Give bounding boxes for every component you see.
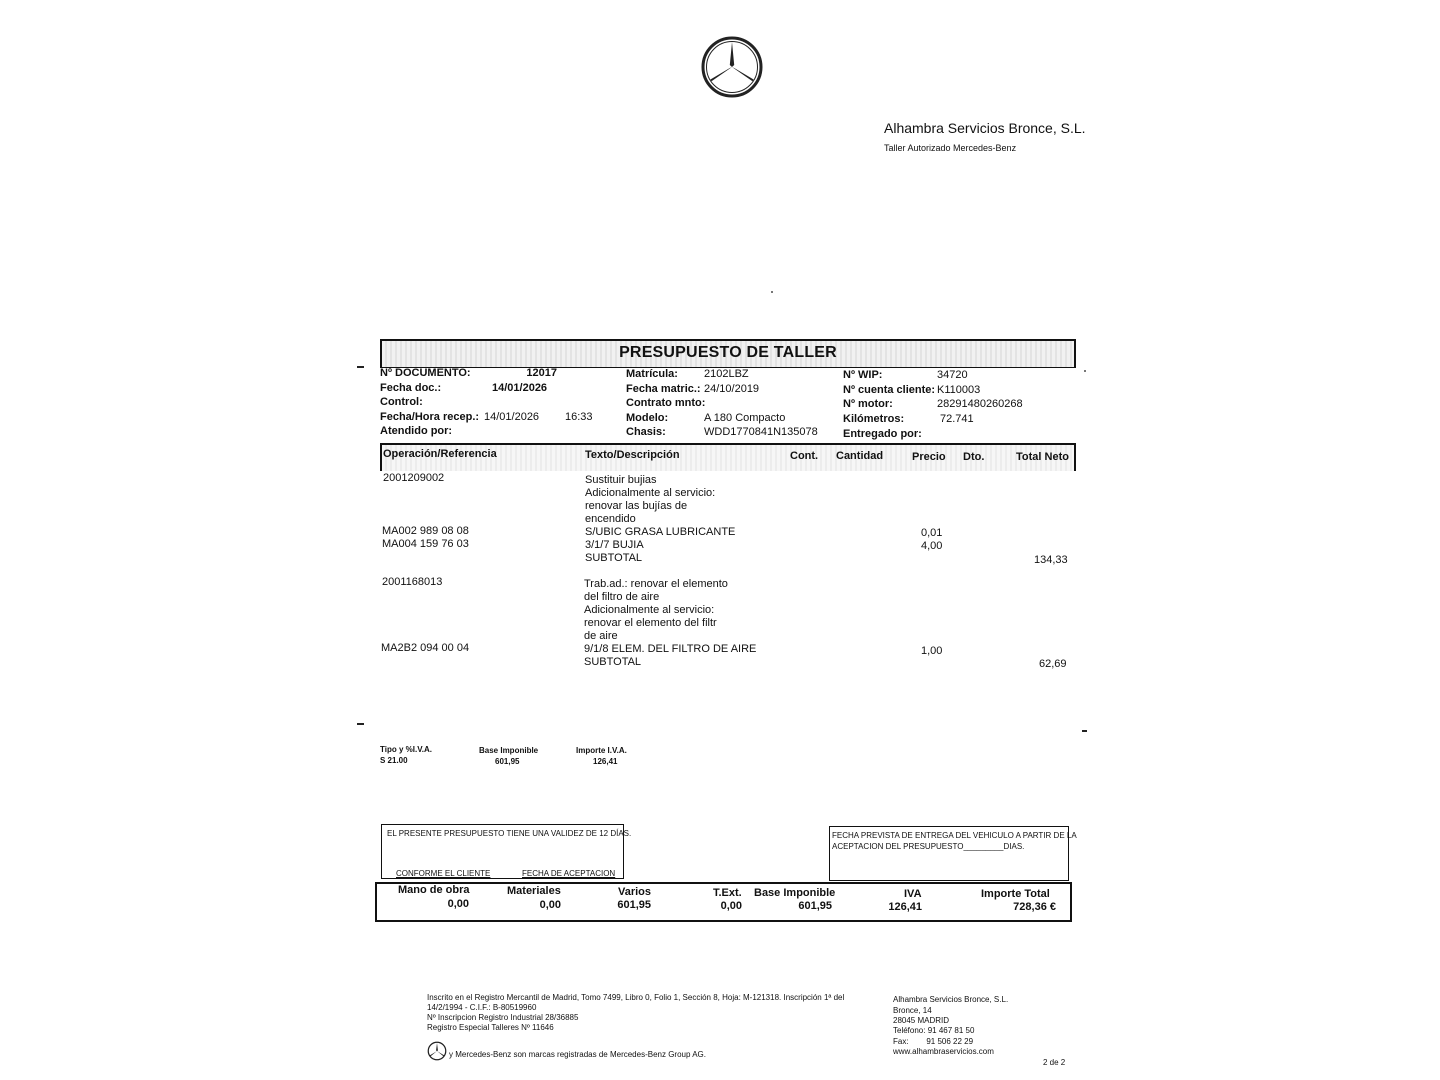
km-label: Kilómetros: bbox=[843, 413, 905, 425]
iva-type-label: Tipo y %I.V.A. bbox=[380, 745, 433, 754]
total-varios-label: Varios bbox=[618, 886, 652, 898]
reg-date-label: Fecha matric.: bbox=[626, 383, 701, 395]
iva-base-label: Base Imponible bbox=[479, 746, 539, 755]
km-value: 72.741 bbox=[940, 413, 974, 425]
scan-dot bbox=[1084, 370, 1086, 372]
contract-label: Contrato mnto: bbox=[626, 397, 706, 409]
model-label: Modelo: bbox=[626, 412, 669, 424]
address-line: www.alhambraservicios.com bbox=[893, 1047, 994, 1056]
line-text: Sustituir bujias bbox=[585, 474, 657, 486]
control-label: Control: bbox=[380, 396, 423, 408]
line-ref: 2001209002 bbox=[383, 472, 445, 484]
line-text: SUBTOTAL bbox=[584, 656, 642, 668]
col-precio: Precio bbox=[912, 451, 946, 463]
plate-value: 2102LBZ bbox=[704, 368, 749, 380]
address-line: 28045 MADRID bbox=[893, 1016, 950, 1025]
wip-value: 34720 bbox=[937, 369, 968, 381]
iva-amount-value: 126,41 bbox=[593, 757, 618, 766]
margin-mark bbox=[357, 723, 364, 725]
doc-date-label: Fecha doc.: bbox=[380, 382, 442, 394]
company-name: Alhambra Servicios Bronce, S.L. bbox=[884, 120, 1086, 136]
col-cantidad: Cantidad bbox=[836, 450, 884, 462]
line-ref: MA002 989 08 08 bbox=[382, 525, 469, 537]
margin-mark bbox=[357, 366, 364, 368]
line-text: 9/1/8 ELEM. DEL FILTRO DE AIRE bbox=[584, 643, 757, 655]
reception-time: 16:33 bbox=[565, 411, 593, 423]
client-conforme: CONFORME EL CLIENTE bbox=[396, 869, 491, 878]
address-line: Bronce, 14 bbox=[893, 1006, 932, 1015]
line-ref: 2001168013 bbox=[382, 576, 443, 588]
delivery-line2: ACEPTACION DEL PRESUPUESTO_________DIAS. bbox=[832, 842, 1025, 851]
total-mano-value: 0,00 bbox=[447, 898, 469, 910]
document-title-box bbox=[380, 339, 1076, 368]
scan-dot bbox=[771, 291, 773, 293]
line-text: renovar el elemento del filtr bbox=[584, 617, 717, 629]
line-ref: MA2B2 094 00 04 bbox=[381, 642, 470, 654]
line-text: del filtro de aire bbox=[584, 591, 660, 603]
reception-label: Fecha/Hora recep.: bbox=[380, 411, 480, 423]
total-base-value: 601,95 bbox=[798, 900, 832, 912]
wip-label: Nº WIP: bbox=[843, 369, 883, 381]
chassis-label: Chasis: bbox=[626, 426, 666, 438]
line-text: Adicionalmente al servicio: bbox=[585, 487, 716, 499]
total-materiales-value: 0,00 bbox=[539, 899, 561, 911]
total-text-value: 0,00 bbox=[720, 900, 742, 912]
total-iva-label: IVA bbox=[904, 888, 922, 900]
delivered-label: Entregado por: bbox=[843, 428, 922, 440]
client-account-label: Nº cuenta cliente: bbox=[843, 384, 936, 396]
doc-number-value: 12017 bbox=[526, 367, 557, 379]
total-materiales-label: Materiales bbox=[507, 885, 561, 897]
legal-line: Nº Inscripcion Registro Industrial 28/36885 bbox=[427, 1013, 579, 1022]
line-price: 0,01 bbox=[921, 527, 943, 539]
client-account-value: K110003 bbox=[937, 384, 981, 396]
address-line: Fax: 91 506 22 29 bbox=[893, 1037, 974, 1046]
iva-amount-label: Importe I.V.A. bbox=[576, 746, 627, 755]
line-ref: MA004 159 76 03 bbox=[382, 538, 469, 550]
legal-line: Inscrito en el Registro Mercantil de Madrid, Tomo 7499, Libro 0, Folio 1, Sección 8, Hoja: M-121318. Inscripción 1ª del bbox=[427, 993, 845, 1002]
doc-number-label: Nº DOCUMENTO: bbox=[380, 367, 471, 379]
line-text: SUBTOTAL bbox=[585, 552, 643, 564]
line-text: 3/1/7 BUJIA bbox=[585, 539, 644, 551]
line-text: Trab.ad.: renovar el elemento bbox=[584, 578, 728, 590]
total-mano-label: Mano de obra bbox=[398, 884, 470, 896]
line-price: 4,00 bbox=[921, 540, 943, 552]
total-import-label: Importe Total bbox=[981, 888, 1050, 900]
total-import-value: 728,36 € bbox=[1013, 901, 1056, 913]
legal-line: 14/2/1994 - C.I.F.: B-80519960 bbox=[427, 1003, 537, 1012]
col-total: Total Neto bbox=[1016, 451, 1069, 463]
acceptance-date: FECHA DE ACEPTACION bbox=[522, 869, 616, 878]
legal-line: Registro Especial Talleres Nº 11646 bbox=[427, 1023, 554, 1032]
company-subtitle: Taller Autorizado Mercedes-Benz bbox=[884, 143, 1017, 153]
validity-text: EL PRESENTE PRESUPUESTO TIENE UNA VALIDEZ DE 12 DÍAS. bbox=[387, 829, 632, 838]
margin-mark bbox=[1082, 730, 1087, 732]
reg-date-value: 24/10/2019 bbox=[704, 383, 760, 395]
model-value: A 180 Compacto bbox=[704, 412, 786, 424]
col-texto: Texto/Descripción bbox=[585, 449, 680, 461]
chassis-value: WDD1770841N135078 bbox=[704, 426, 818, 438]
line-price: 1,00 bbox=[921, 645, 943, 657]
engine-label: Nº motor: bbox=[843, 398, 893, 410]
mercedes-star-logo bbox=[700, 35, 764, 99]
line-text: encendido bbox=[585, 513, 636, 525]
engine-value: 28291480260268 bbox=[937, 398, 1023, 410]
col-cont: Cont. bbox=[790, 450, 819, 462]
attended-label: Atendido por: bbox=[380, 425, 453, 437]
reception-date: 14/01/2026 bbox=[484, 411, 540, 423]
line-text: S/UBIC GRASA LUBRICANTE bbox=[585, 526, 736, 538]
col-dto: Dto. bbox=[963, 451, 985, 463]
line-total: 134,33 bbox=[1034, 554, 1068, 566]
mercedes-star-small-icon bbox=[427, 1041, 447, 1061]
plate-label: Matrícula: bbox=[626, 368, 678, 380]
address-line: Teléfono: 91 467 81 50 bbox=[893, 1026, 975, 1035]
delivery-line1: FECHA PREVISTA DE ENTREGA DEL VEHICULO A PARTIR DE LA bbox=[832, 831, 1077, 840]
total-text-label: T.Ext. bbox=[713, 887, 742, 899]
trademark-text: y Mercedes-Benz son marcas registradas de Mercedes-Benz Group AG. bbox=[449, 1050, 706, 1059]
line-text: Adicionalmente al servicio: bbox=[584, 604, 715, 616]
col-operacion: Operación/Referencia bbox=[383, 448, 497, 460]
line-text: de aire bbox=[584, 630, 618, 642]
page-number: 2 de 2 bbox=[1043, 1058, 1066, 1067]
total-varios-value: 601,95 bbox=[617, 899, 651, 911]
iva-base-value: 601,95 bbox=[495, 757, 520, 766]
line-text: renovar las bujías de bbox=[585, 500, 688, 512]
doc-date-value: 14/01/2026 bbox=[492, 382, 548, 394]
document-title: PRESUPUESTO DE TALLER bbox=[619, 344, 837, 361]
total-iva-value: 126,41 bbox=[888, 901, 922, 913]
address-line: Alhambra Servicios Bronce, S.L. bbox=[893, 995, 1009, 1004]
iva-type-value: S 21.00 bbox=[380, 756, 408, 765]
line-total: 62,69 bbox=[1039, 658, 1067, 670]
total-base-label: Base Imponible bbox=[754, 887, 836, 899]
